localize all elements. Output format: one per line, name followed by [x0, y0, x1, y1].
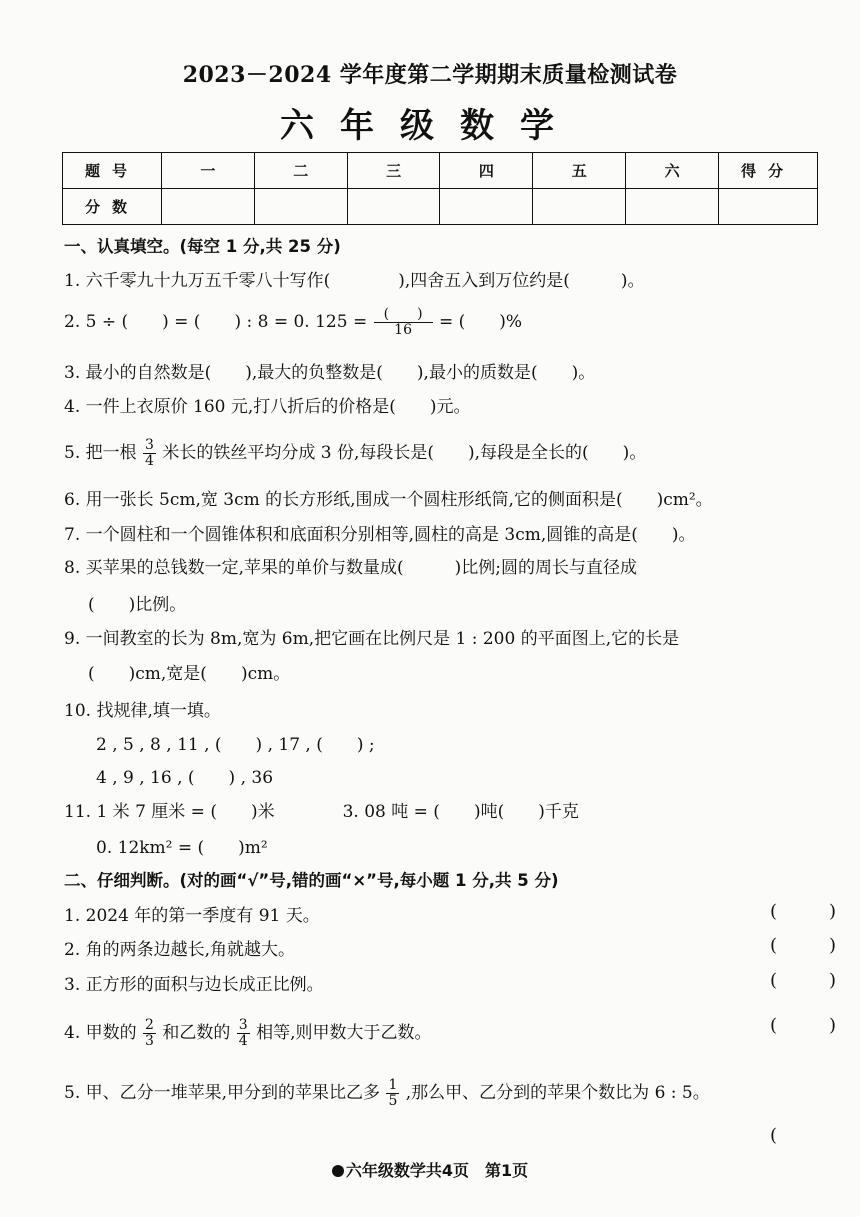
- judge-answer-4[interactable]: [770, 1015, 836, 1036]
- judge-question-5: [64, 1078, 710, 1109]
- question-1-10-sequence-a: 2 , 5 , 8 , 11 , ( ) , 17 , ( ) ;: [96, 735, 375, 755]
- score-cell-label: 题号: [63, 153, 162, 189]
- score-cell-total: 得分: [719, 153, 818, 189]
- question-1-9-a: 9. 一间教室的长为 8m,宽为 6m,把它画在比例尺是 1 : 200 的平面图上,它的长是: [64, 629, 680, 649]
- page-footer: [0, 1158, 860, 1181]
- score-table-value-row: [63, 189, 818, 225]
- judge-question-4-text-b: 和乙数的: [162, 1023, 231, 1043]
- paren-close: ): [828, 1015, 836, 1036]
- question-1-4: 4. 一件上衣原价 160 元,打八折后的价格是( )元。: [64, 397, 471, 417]
- judge-question-5-text-a: 5. 甲、乙分一堆苹果,甲分到的苹果比乙多: [64, 1083, 381, 1103]
- question-1-8-b: ( )比例。: [88, 595, 187, 615]
- judge-question-3: 3. 正方形的面积与边长成正比例。: [64, 975, 324, 995]
- judge-question-5-text-b: ,那么甲、乙分到的苹果个数比为 6 : 5。: [405, 1083, 710, 1103]
- question-1-11-a: 11. 1 米 7 厘米 = ( )米 3. 08 吨 = ( )吨( )千克: [64, 802, 579, 822]
- fraction-denominator: 5: [388, 1093, 398, 1109]
- question-1-10: 10. 找规律,填一填。: [64, 701, 221, 721]
- score-input-1[interactable]: [162, 189, 255, 225]
- score-input-2[interactable]: [254, 189, 347, 225]
- fraction-numerator: 3: [145, 437, 154, 453]
- footer-text: 六年级数学共4页 第1页: [345, 1161, 529, 1180]
- question-1-2: [64, 307, 522, 338]
- judge-answer-1[interactable]: [770, 901, 836, 922]
- paren-close: ): [828, 970, 836, 991]
- question-1-2-fraction: [374, 307, 433, 338]
- paren-close: ): [828, 901, 836, 922]
- fraction-numerator: ( ): [374, 307, 433, 323]
- fraction-denominator: 4: [238, 1033, 248, 1049]
- judge-question-1: 1. 2024 年的第一季度有 91 天。: [64, 906, 320, 926]
- paren-close: ): [828, 935, 836, 956]
- question-1-1: 1. 六千零九十九万五千零八十写作( ),四舍五入到万位约是( )。: [64, 271, 645, 291]
- question-1-2-text-b: = ( )%: [438, 312, 523, 332]
- score-cell-2: 二: [254, 153, 347, 189]
- fraction-numerator: 1: [388, 1077, 398, 1093]
- judge-question-4-fraction-1: [143, 1018, 156, 1049]
- paren-open: (: [770, 901, 778, 922]
- score-input-total[interactable]: [719, 189, 818, 225]
- score-input-5[interactable]: [533, 189, 626, 225]
- fraction-denominator: 16: [394, 322, 412, 338]
- question-1-5: [64, 438, 646, 469]
- score-cell-6: 六: [626, 153, 719, 189]
- judge-question-4-fraction-2: [237, 1018, 250, 1049]
- judge-question-4-text-a: 4. 甲数的: [64, 1023, 137, 1043]
- question-1-7: 7. 一个圆柱和一个圆锥体积和底面积分别相等,圆柱的高是 3cm,圆锥的高是( )。: [64, 525, 696, 545]
- bullet-dot-icon: [332, 1165, 344, 1177]
- section1-heading: 一、认真填空。(每空 1 分,共 25 分): [64, 237, 341, 256]
- section2-heading: 二、仔细判断。(对的画“√”号,错的画“×”号,每小题 1 分,共 5 分): [64, 871, 559, 890]
- question-1-2-text-a: 2. 5 ÷ ( ) = ( ) : 8 = 0. 125 =: [64, 312, 368, 332]
- paren-open: (: [770, 935, 778, 956]
- question-1-5-text-a: 5. 把一根: [64, 443, 137, 463]
- score-input-4[interactable]: [440, 189, 533, 225]
- question-1-11-b: 0. 12km² = ( )m²: [96, 838, 268, 858]
- exam-title: 2023－2024 学年度第二学期期末质量检测试卷: [182, 62, 678, 88]
- question-1-5-fraction: [143, 438, 156, 469]
- paren-open: (: [770, 970, 778, 991]
- fraction-denominator: 3: [145, 1033, 154, 1049]
- score-input-6[interactable]: [626, 189, 719, 225]
- score-cell-1: 一: [162, 153, 255, 189]
- question-1-10-sequence-b: 4 , 9 , 16 , ( ) , 36: [96, 768, 274, 788]
- judge-question-5-fraction: [386, 1078, 399, 1109]
- question-1-5-text-b: 米长的铁丝平均分成 3 份,每段长是( ),每段是全长的( )。: [162, 443, 647, 463]
- fraction-numerator: 2: [145, 1017, 154, 1033]
- score-table: [62, 152, 818, 225]
- question-1-9-b: ( )cm,宽是( )cm。: [88, 664, 291, 684]
- paren-open: (: [770, 1015, 778, 1036]
- fraction-denominator: 4: [145, 453, 154, 469]
- paren-open: (: [770, 1125, 778, 1146]
- question-1-3: 3. 最小的自然数是( ),最大的负整数是( ),最小的质数是( )。: [64, 363, 596, 383]
- score-cell-5: 五: [533, 153, 626, 189]
- question-1-8-a: 8. 买苹果的总钱数一定,苹果的单价与数量成( )比例;圆的周长与直径成: [64, 558, 638, 578]
- question-1-6: 6. 用一张长 5cm,宽 3cm 的长方形纸,围成一个圆柱形纸筒,它的侧面积是( )cm²。: [64, 490, 713, 510]
- score-row-label: 分数: [63, 189, 162, 225]
- judge-answer-5[interactable]: [770, 1125, 836, 1146]
- exam-subject-title: 六年级数学: [280, 106, 580, 146]
- score-table-header-row: [63, 153, 818, 189]
- fraction-numerator: 3: [238, 1017, 248, 1033]
- judge-question-2: 2. 角的两条边越长,角就越大。: [64, 940, 296, 960]
- score-input-3[interactable]: [347, 189, 440, 225]
- judge-answer-2[interactable]: [770, 935, 836, 956]
- judge-question-4-text-c: 相等,则甲数大于乙数。: [256, 1023, 432, 1043]
- score-cell-3: 三: [347, 153, 440, 189]
- judge-answer-3[interactable]: [770, 970, 836, 991]
- score-cell-4: 四: [440, 153, 533, 189]
- judge-question-4: [64, 1018, 432, 1049]
